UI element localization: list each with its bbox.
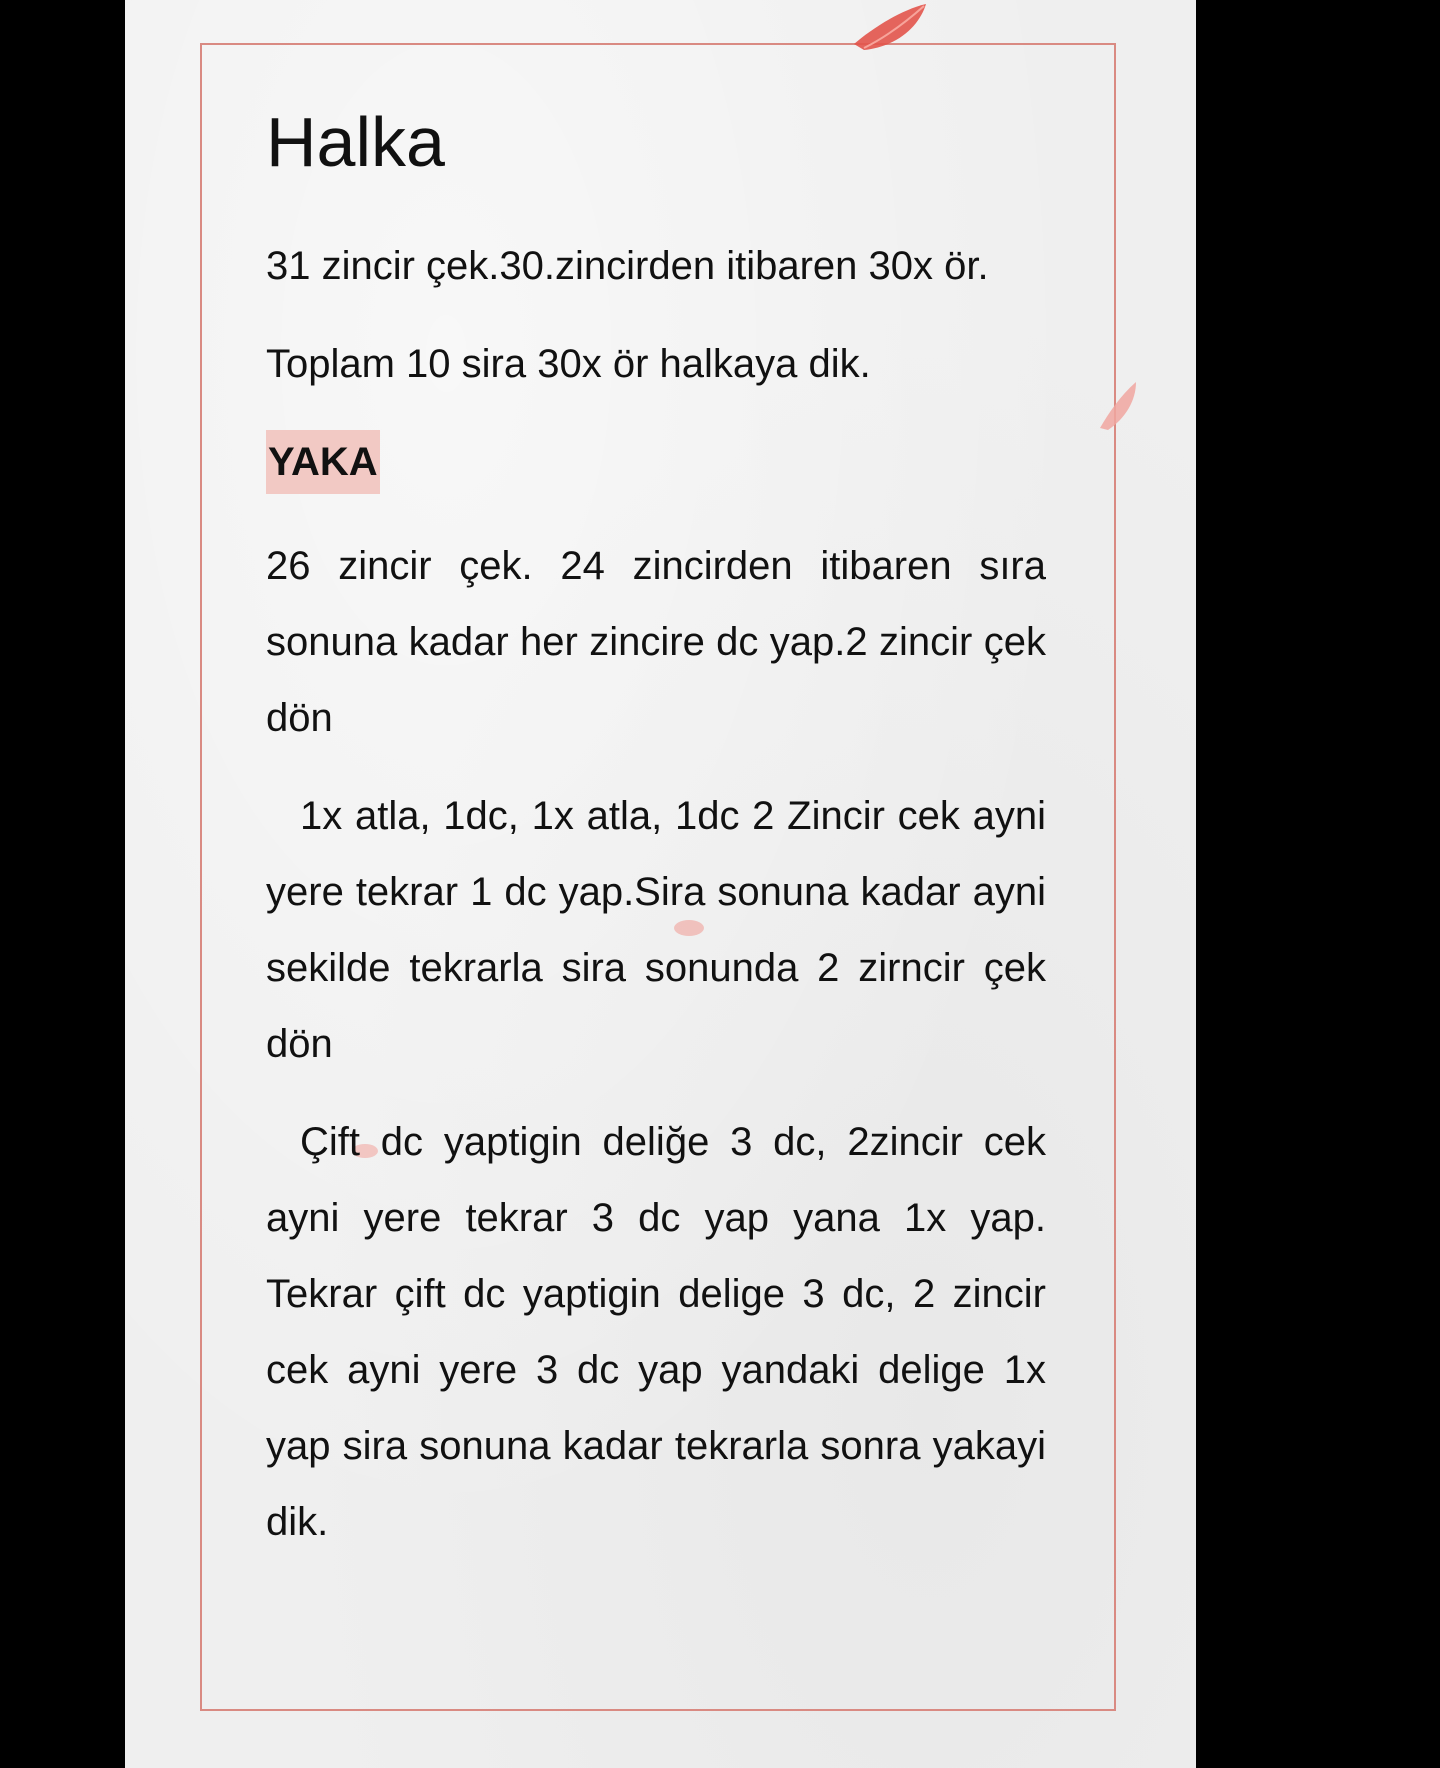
yaka-step-2: 1x atla, 1dc, 1x atla, 1dc 2 Zincir cek ayni yere tekrar 1 dc yap.Sira sonuna kadar ayni sekilde tekrarla sira sonunda 2 zirncir çek dön <box>266 794 1046 1066</box>
petal-icon <box>850 0 930 54</box>
halka-step-1: 31 zincir çek.30.zincirden itibaren 30x ör. <box>266 244 989 288</box>
yaka-step-3: Çift dc yaptigin deliğe 3 dc, 2zincir cek ayni yere tekrar 3 dc yap yana 1x yap. Tekrar çift dc yaptigin delige 3 dc, 2 zincir cek ayni yere 3 dc yap yandaki delige 1x yap sira sonuna kadar tekrarla sonra yakayi dik. <box>266 1120 1046 1544</box>
left-black-bar <box>0 0 125 1768</box>
yaka-step-1: 26 zincir çek. 24 zincirden itibaren sıra sonuna kadar her zincire dc yap.2 zincir çek dön <box>266 544 1046 740</box>
halka-step-2: Toplam 10 sira 30x ör halkaya dik. <box>266 342 871 386</box>
petal-icon <box>1096 378 1140 434</box>
right-black-bar <box>1196 0 1440 1768</box>
page-title: Halka <box>266 103 445 181</box>
recipe-content <box>266 100 1046 1582</box>
section-heading-yaka: YAKA <box>266 430 380 494</box>
